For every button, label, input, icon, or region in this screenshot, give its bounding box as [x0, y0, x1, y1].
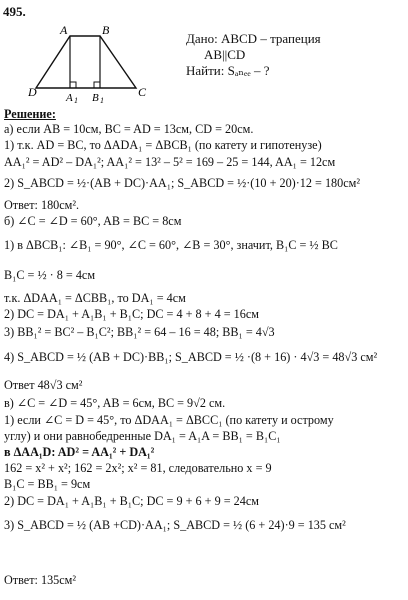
problem-number: 495.	[3, 4, 26, 19]
solution-heading: Решение:	[4, 107, 56, 121]
solution-line: 2) DC = DA₁ + A₁B₁ + B₁C; DC = 9 + 6 + 9 = 24см	[4, 494, 259, 508]
label-B1: B	[92, 92, 99, 104]
trapezoid-figure	[28, 24, 158, 104]
solution-line: 1) т.к. AD = BC, то ΔADA₁ = ΔBCB₁ (по катету и гипотенузе)	[4, 138, 322, 152]
answer-line: Ответ: 135см²	[4, 573, 77, 587]
solution-line: 1) в ΔBCB₁: ∠B₁ = 90°, ∠C = 60°, ∠B = 30°, значит, B₁C = ½ BC	[4, 238, 338, 252]
solution-line: 162 = x² + x²; 162 = 2x²; x² = 81, следовательно x = 9	[4, 461, 272, 475]
label-A1-sub: 1	[74, 96, 78, 104]
label-A1: A	[66, 92, 73, 104]
given-line-2: AB||CD	[204, 47, 246, 62]
solution-line: B₁C = BB₁ = 9см	[4, 477, 91, 491]
solution-line: 4) S_ABCD = ½ (AB + DC)·BB₁; S_ABCD = ½ ·(8 + 16) · 4√3 = 48√3 см²	[4, 350, 378, 364]
label-B: B	[102, 24, 110, 37]
label-C: C	[138, 85, 147, 99]
given-line-1: Дано: ABCD – трапеция	[186, 31, 321, 46]
given-line-3: Найти: Sₐₙₑₑ – ?	[186, 63, 270, 78]
solution-line: 1) если ∠C = D = 45°, то ΔDAA₁ = ΔBCC₁ (по катету и острому	[4, 413, 334, 427]
trapezoid-outline	[36, 36, 136, 88]
answer-line: Ответ: 180см².	[4, 198, 80, 212]
solution-line: б) ∠C = ∠D = 60°, AB = BC = 8см	[4, 214, 182, 228]
solution-line: 3) S_ABCD = ½ (AB +CD)·AA₁; S_ABCD = ½ (6 + 24)·9 = 135 см²	[4, 518, 346, 532]
solution-line: а) если AB = 10см, BC = AD = 13см, CD = 20см.	[4, 122, 254, 136]
solution-line: 2) S_ABCD = ½·(AB + DC)·AA₁; S_ABCD = ½·(10 + 20)·12 = 180см²	[4, 176, 361, 190]
solution-line: AA₁² = AD² – DA₁²; AA₁² = 13² – 5² = 169 – 25 = 144, AA₁ = 12см	[4, 155, 336, 169]
label-B1-sub: 1	[100, 96, 104, 104]
solution-line: т.к. ΔDAA₁ = ΔCBB₁, то DA₁ = 4см	[4, 291, 186, 305]
label-D: D	[28, 85, 37, 99]
solution-line: 2) DC = DA₁ + A₁B₁ + B₁C; DC = 4 + 8 + 4 = 16см	[4, 307, 259, 321]
solution-line: B₁C = ½ · 8 = 4см	[4, 268, 96, 282]
solution-line: в ΔAA₁D: AD² = AA₁² + DA₁²	[4, 445, 155, 459]
label-A: A	[60, 24, 68, 37]
right-angle-mark-b	[94, 82, 100, 88]
solution-line: углу) и они равнобедренные DA₁ = A₁A = BB₁ = B₁C₁	[4, 429, 281, 443]
right-angle-mark-a	[70, 82, 76, 88]
solution-line: в) ∠C = ∠D = 45°, AB = 6см, BC = 9√2 см.	[4, 396, 226, 410]
answer-line: Ответ 48√3 см²	[4, 378, 83, 392]
solution-line: 3) BB₁² = BC² – B₁C²; BB₁² = 64 – 16 = 48; BB₁ = 4√3	[4, 325, 275, 339]
